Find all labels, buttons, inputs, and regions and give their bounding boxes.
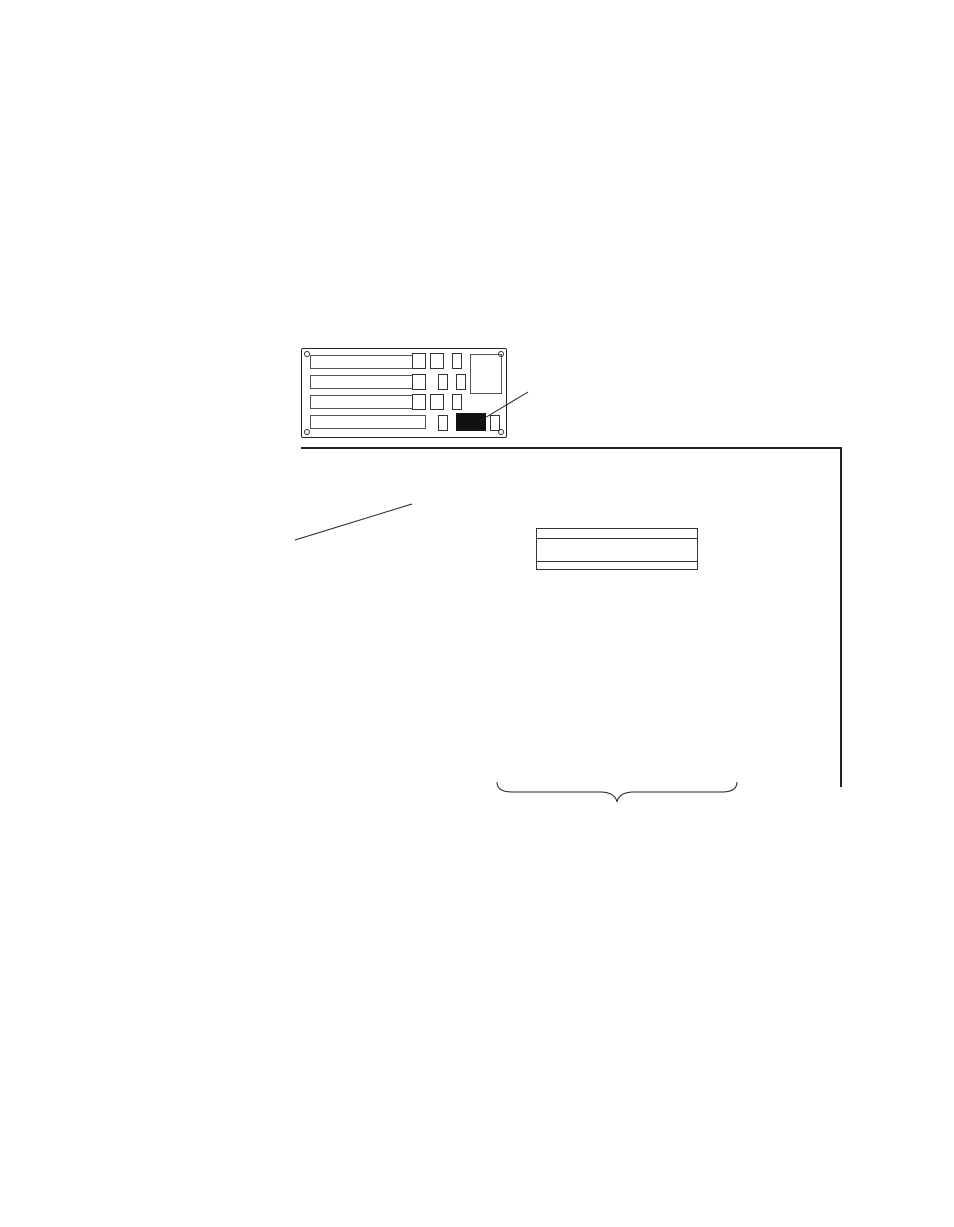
display-line [537, 561, 697, 562]
panel-top-border [301, 447, 841, 449]
callout-line-trans-rate [295, 504, 412, 540]
display-line [537, 538, 697, 539]
keypad-brace [497, 782, 737, 802]
emem-display [536, 528, 698, 570]
panel-right-border [840, 447, 842, 787]
callout-line-subpanel [478, 392, 528, 422]
